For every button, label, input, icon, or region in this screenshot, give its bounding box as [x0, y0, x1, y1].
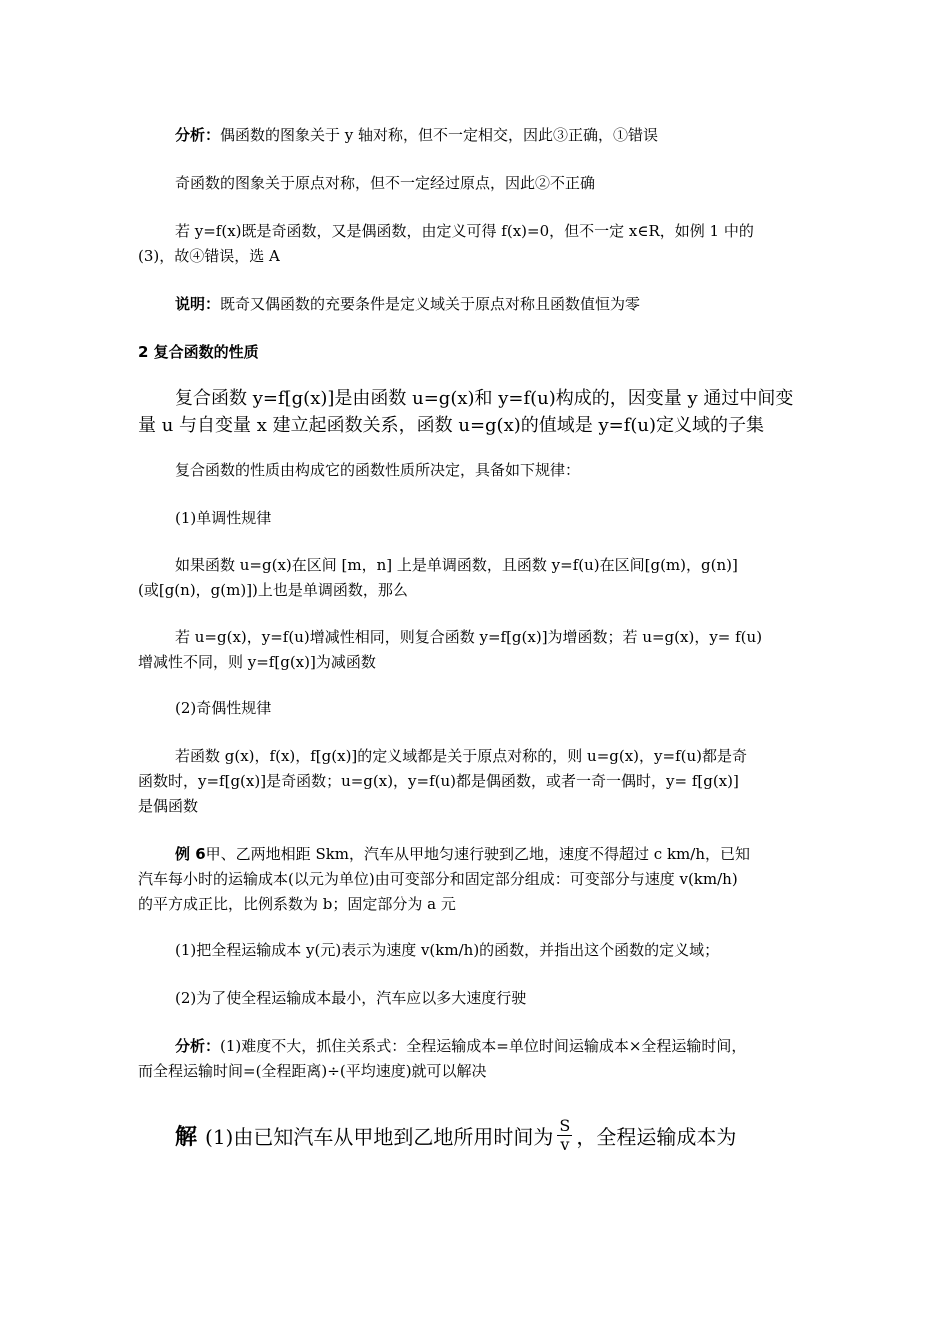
- subheading-monotonicity: [138, 506, 847, 531]
- paragraph-line: 的平方成正比，比例系数为 b；固定部分为 a 元: [138, 895, 456, 913]
- paragraph-composite-definition: [138, 385, 810, 439]
- paragraph-odd-function: [138, 171, 847, 196]
- paragraph-line: 若函数 g(x)，f(x)，f[g(x)]的定义域都是关于原点对称的，则 u=g(x)，y=f(u)都是奇: [175, 747, 747, 765]
- question-2: [138, 986, 847, 1011]
- paragraph-analysis-1: [138, 123, 847, 148]
- paragraph-monotonic-condition: [138, 553, 810, 603]
- paragraph-parity-rule: [138, 744, 810, 819]
- paragraph-line: (或[g(n)，g(m)])上也是单调函数，那么: [138, 581, 408, 599]
- label-analysis: 分析：: [175, 126, 221, 144]
- paragraph-line: 函数时，y=f[g(x)]是奇函数；u=g(x)，y=f(u)都是偶函数，或者一奇一偶时，y= f[g(x)]: [138, 772, 739, 790]
- question-1: [138, 938, 847, 963]
- paragraph-line: 汽车每小时的运输成本(以元为单位)由可变部分和固定部分组成：可变部分与速度 v(km/h): [138, 870, 738, 888]
- label-example: 例 6: [175, 845, 206, 863]
- solution-text-after: ，全程运输成本为: [576, 1124, 737, 1149]
- paragraph-both-odd-even: [138, 219, 810, 269]
- fraction-numerator: S: [559, 1115, 571, 1135]
- paragraph-text: (1)单调性规律: [175, 509, 272, 527]
- label-note: 说明：: [175, 295, 221, 313]
- paragraph-line: 若 y=f(x)既是奇函数，又是偶函数，由定义可得 f(x)=0，但不一定 x∈R，如例 1 中的: [175, 222, 754, 240]
- paragraph-line: 而全程运输时间=(全程距离)÷(平均速度)就可以解决: [138, 1062, 487, 1080]
- label-analysis: 分析：: [175, 1037, 221, 1055]
- paragraph-line: 若 u=g(x)，y=f(u)增减性相同，则复合函数 y=f[g(x)]为增函数；若 u=g(x)，y= f(u): [175, 628, 763, 646]
- fraction-denominator: v: [560, 1134, 570, 1154]
- paragraph-monotonic-rule: [138, 625, 810, 675]
- paragraph-text: 复合函数的性质由构成它的函数性质所决定，具备如下规律：: [175, 461, 581, 479]
- paragraph-note: [138, 292, 847, 317]
- paragraph-line: (1)难度不大，抓住关系式：全程运输成本=单位时间运输成本×全程运输时间，: [220, 1037, 747, 1055]
- paragraph-properties-intro: [138, 458, 847, 483]
- paragraph-line: 增减性不同，则 y=f[g(x)]为减函数: [138, 653, 376, 671]
- paragraph-text: 既奇又偶函数的充要条件是定义域关于原点对称且函数值恒为零: [220, 295, 641, 313]
- paragraph-analysis-2: [138, 1034, 810, 1084]
- section-heading: 2 复合函数的性质: [138, 343, 259, 361]
- paragraph-line: 是偶函数: [138, 797, 199, 815]
- paragraph-example-6: [138, 842, 810, 917]
- paragraph-text: (2)为了使全程运输成本最小，汽车应以多大速度行驶: [175, 989, 527, 1007]
- solution-line: [175, 1110, 736, 1160]
- solution-text: (1)由已知汽车从甲地到乙地所用时间为: [205, 1124, 554, 1149]
- paragraph-line: 量 u 与自变量 x 建立起函数关系，函数 u=g(x)的值域是 y=f(u)定义域的子集: [138, 415, 765, 436]
- paragraph-text: (2)奇偶性规律: [175, 699, 272, 717]
- paragraph-text: 偶函数的图象关于 y 轴对称，但不一定相交，因此③正确，①错误: [220, 126, 659, 144]
- paragraph-line: 如果函数 u=g(x)在区间 [m，n] 上是单调函数，且函数 y=f(u)在区间[g(m)，g(n)]: [175, 556, 738, 574]
- label-solution: 解: [175, 1124, 198, 1150]
- subheading-parity: [138, 696, 847, 721]
- paragraph-line: 甲、乙两地相距 Skm，汽车从甲地匀速行驶到乙地，速度不得超过 c km/h，已知: [205, 845, 750, 863]
- paragraph-text: 奇函数的图象关于原点对称，但不一定经过原点，因此②不正确: [175, 174, 596, 192]
- fraction-s-over-v: [557, 1117, 572, 1154]
- paragraph-line: (3)，故④错误，选 A: [138, 247, 280, 265]
- paragraph-line: 复合函数 y=f[g(x)]是由函数 u=g(x)和 y=f(u)构成的，因变量 y 通过中间变: [175, 388, 794, 409]
- paragraph-text: (1)把全程运输成本 y(元)表示为速度 v(km/h)的函数，并指出这个函数的定义域；: [175, 941, 720, 959]
